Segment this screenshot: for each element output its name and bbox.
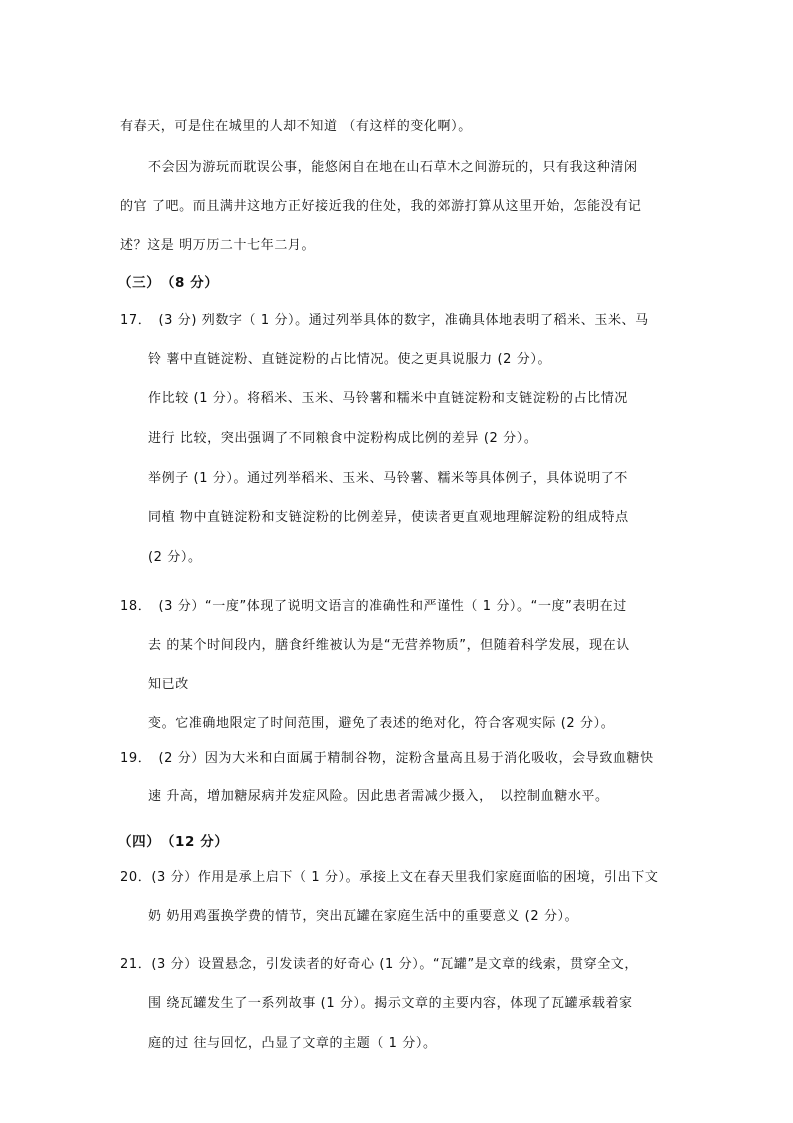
text-line: 的官 了吧。而且满井这地方正好接近我的住处，我的郊游打算从这里开始，怎能没有记 <box>120 199 642 214</box>
answer-line: 17． (3 分) 列数字（ 1 分）。通过列举具体的数字，准确具体地表明了稻米、玉米、马 <box>120 313 649 328</box>
answer-line: 变。它准确地限定了时间范围，避免了表述的绝对化，符合客观实际 (2 分）。 <box>148 716 615 731</box>
answer-line: 同植 物中直链淀粉和支链淀粉的比例差异，使读者更直观地理解淀粉的组成特点 <box>148 510 629 525</box>
answer-line: 庭的过 往与回忆，凸显了文章的主题（ 1 分）。 <box>148 1036 437 1051</box>
answer-line: 19． (2 分）因为大米和白面属于精制谷物，淀粉含量高且易于消化吸收，会导致血糖快 <box>120 751 654 766</box>
answer-line: 速 升高，增加糖尿病并发症风险。因此患者需减少摄入， 以控制血糖水平。 <box>148 789 609 804</box>
answer-line: 围 绕瓦罐发生了一系列故事 (1 分）。揭示文章的主要内容，体现了瓦罐承载着家 <box>148 996 633 1011</box>
answer-line: 铃 薯中直链淀粉、直链淀粉的占比情况。使之更具说服力 (2 分）。 <box>148 352 552 367</box>
answer-line: 去 的某个时间段内，膳食纤维被认为是“无营养物质”，但随着科学发展，现在认 <box>148 638 630 653</box>
section-heading: （三） （8 分） <box>118 275 219 291</box>
answer-line: 20．(3 分）作用是承上启下（ 1 分）。承接上文在春天里我们家庭面临的困境，引出下文 <box>120 870 659 885</box>
answer-line: (2 分）。 <box>148 550 202 565</box>
answer-line: 作比较 (1 分）。将稻米、玉米、马铃薯和糯米中直链淀粉和支链淀粉的占比情况 <box>148 391 628 406</box>
text-line: 有春天，可是住在城里的人却不知道 （有这样的变化啊）。 <box>120 119 472 134</box>
text-line: 不会因为游玩而耽误公事，能悠闲自在地在山石草木之间游玩的，只有我这种清闲 <box>148 160 638 175</box>
answer-line: 21．(3 分）设置悬念，引发读者的好奇心 (1 分）。“瓦罐”是文章的线索，贯穿全文， <box>120 957 638 972</box>
answer-line: 举例子 (1 分）。通过列举稻米、玉米、马铃薯、糯米等具体例子，具体说明了不 <box>148 471 628 486</box>
answer-line: 18． (3 分）“一度”体现了说明文语言的准确性和严谨性（ 1 分）。“一度”表明在过 <box>120 599 627 614</box>
text-line: 述？这是 明万历二十七年二月。 <box>120 238 316 253</box>
answer-line: 进行 比较，突出强调了不同粮食中淀粉构成比例的差异 (2 分）。 <box>148 431 538 446</box>
answer-line: 知已改 <box>148 677 189 692</box>
section-heading: （四） （12 分） <box>118 834 229 850</box>
answer-line: 奶 奶用鸡蛋换学费的情节，突出瓦罐在家庭生活中的重要意义 (2 分）。 <box>148 909 579 924</box>
